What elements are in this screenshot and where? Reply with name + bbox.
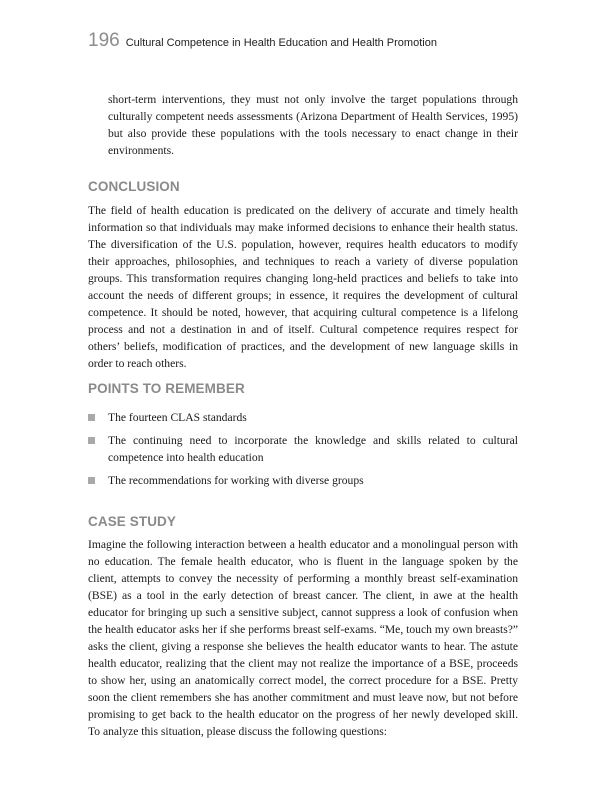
list-item [88, 432, 518, 466]
list-item-text: The recommendations for working with diverse groups [108, 474, 364, 487]
square-bullet-icon [88, 414, 95, 421]
page-number: 196 [88, 30, 120, 51]
square-bullet-icon [88, 437, 95, 444]
case-study-heading: CASE STUDY [88, 514, 177, 529]
square-bullet-icon [88, 477, 95, 484]
book-title: Cultural Competence in Health Education and Health Promotion [125, 37, 437, 49]
list-item-text: The fourteen CLAS standards [108, 411, 247, 424]
conclusion-paragraph: The field of health education is predicated on the delivery of accurate and timely health information so that individuals may make informed decisions to enhance their health status. The diversification of the U.S. population, however, requires health educators to modify their approaches, philosophies, and techniques to reach a variety of diverse population groups. This transformation requires changing long-held practices and beliefs to take into account the needs of different groups; in essence, it requires the development of cultural competence. It should be noted, however, that acquiring cultural competence is a lifelong process and not a destination in and of itself. Cultural competence requires respect for others’ beliefs, modification of practices, and the development of new language skills in order to reach others. [88, 204, 518, 370]
list-item [88, 409, 518, 426]
case-study-paragraph: Imagine the following interaction between a health educator and a monolingual person with no education. The female health educator, who is fluent in the language spoken by the client, attempts to convey the necessity of performing a monthly breast self-examination (BSE) as a tool in the early detection of breast cancer. The client, in awe at the health educator for bringing up such a sensitive subject, cannot suppress a look of confusion when the health educator asks her if she performs breast self-exams. “Me, touch my own breasts?” asks the client, giving a response she believes the health educator wants to hear. The astute health educator, realizing that the client may not realize the importance of a BSE, proceeds to show her, using an anatomically correct model, the correct procedure for a BSE. Pretty soon the client remembers she has another commitment and must leave now, but not before promising to get back to the health educator on the progress of her newly developed skill. To analyze this situation, please discuss the following questions: [88, 538, 518, 738]
conclusion-heading: CONCLUSION [88, 179, 180, 194]
list-item [88, 472, 518, 489]
points-list [88, 409, 518, 495]
points-to-remember-heading: POINTS TO REMEMBER [88, 381, 245, 396]
list-item-text: The continuing need to incorporate the knowledge and skills related to cultural competence into health education [108, 434, 518, 464]
running-head [88, 30, 558, 54]
intro-paragraph: short-term interventions, they must not only involve the target populations through culturally competent needs assessments (Arizona Department of Health Services, 1995) but also provide these populations with the tools necessary to enact change in their environments. [108, 93, 518, 157]
